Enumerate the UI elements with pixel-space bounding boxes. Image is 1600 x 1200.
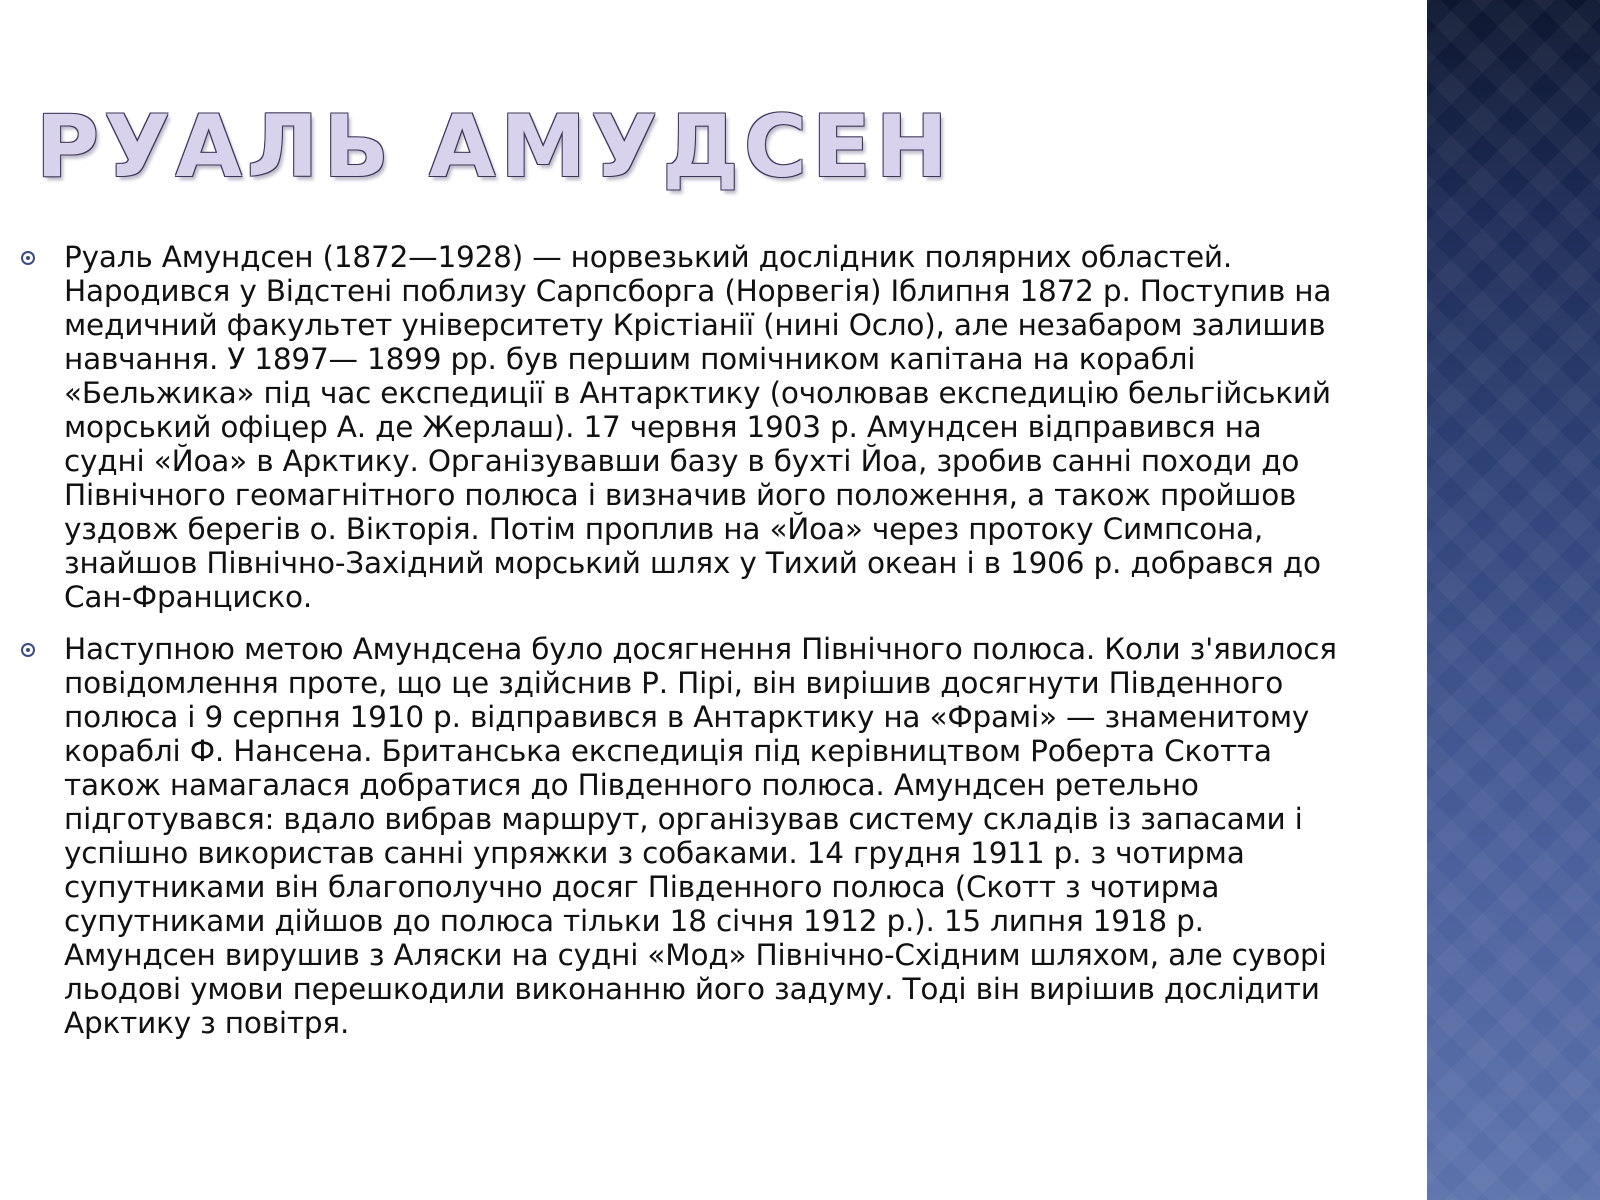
circle-dot-bullet-icon (21, 251, 35, 265)
slide-title: РУАЛЬ АМУДСЕН (36, 97, 953, 197)
bullet-list (18, 240, 1338, 1058)
list-item (18, 240, 1338, 614)
circle-dot-bullet-icon (21, 643, 35, 657)
list-item (18, 632, 1338, 1040)
paragraph-text: Руаль Амундсен (1872—1928) — норвезький дослідник полярних областей. Народився у Відстені поблизу Сарпсборга (Норвегія) Іблипня 1872 р. Поступив на медичний факультет університету Крістіанії (нині Осло), але незабаром залишив навчання. У 1897— 1899 рр. був першим помічником капітана на кораблі «Бельжика» під час експедиції в Антарктику (очолював експедицію бельгійський морський офіцер А. де Жерлаш). 17 червня 1903 р. Амундсен відправився на судні «Йоа» в Арктику. Організувавши базу в бухті Йоа, зробив санні походи до Північного геомагнітного полюса і визначив його положення, а також пройшов уздовж берегів о. Вікторія. Потім проплив на «Йоа» через протоку Симпсона, знайшов Північно-Західний морський шлях у Тихий океан і в 1906 р. добрався до Сан-Франциско. (64, 240, 1332, 614)
paragraph-text: Наступною метою Амундсена було досягнення Північного полюса. Коли з'явилося повідомлення проте, що це здійснив Р. Пірі, він вирішив досягнути Південного полюса і 9 серпня 1910 р. відправився в Антарктику на «Фрамі» — знаменитому кораблі Ф. Нансена. Британська експедиція під керівництвом Роберта Скотта також намагалася добратися до Південного полюса. Амундсен ретельно підготувався: вдало вибрав маршрут, організував систему складів із запасами і успішно використав санні упряжки з собаками. 14 грудня 1911 р. з чотирма супутниками він благополучно досяг Південного полюса (Скотт з чотирма супутниками дійшов до полюса тільки 18 січня 1912 р.). 15 липня 1918 р. Амундсен вирушив з Аляски на судні «Мод» Північно-Східним шляхом, але суворі льодові умови перешкодили виконанню його задуму. Тоді він вирішив дослідити Арктику з повітря. (64, 632, 1337, 1040)
decorative-side-panel (1427, 0, 1600, 1200)
